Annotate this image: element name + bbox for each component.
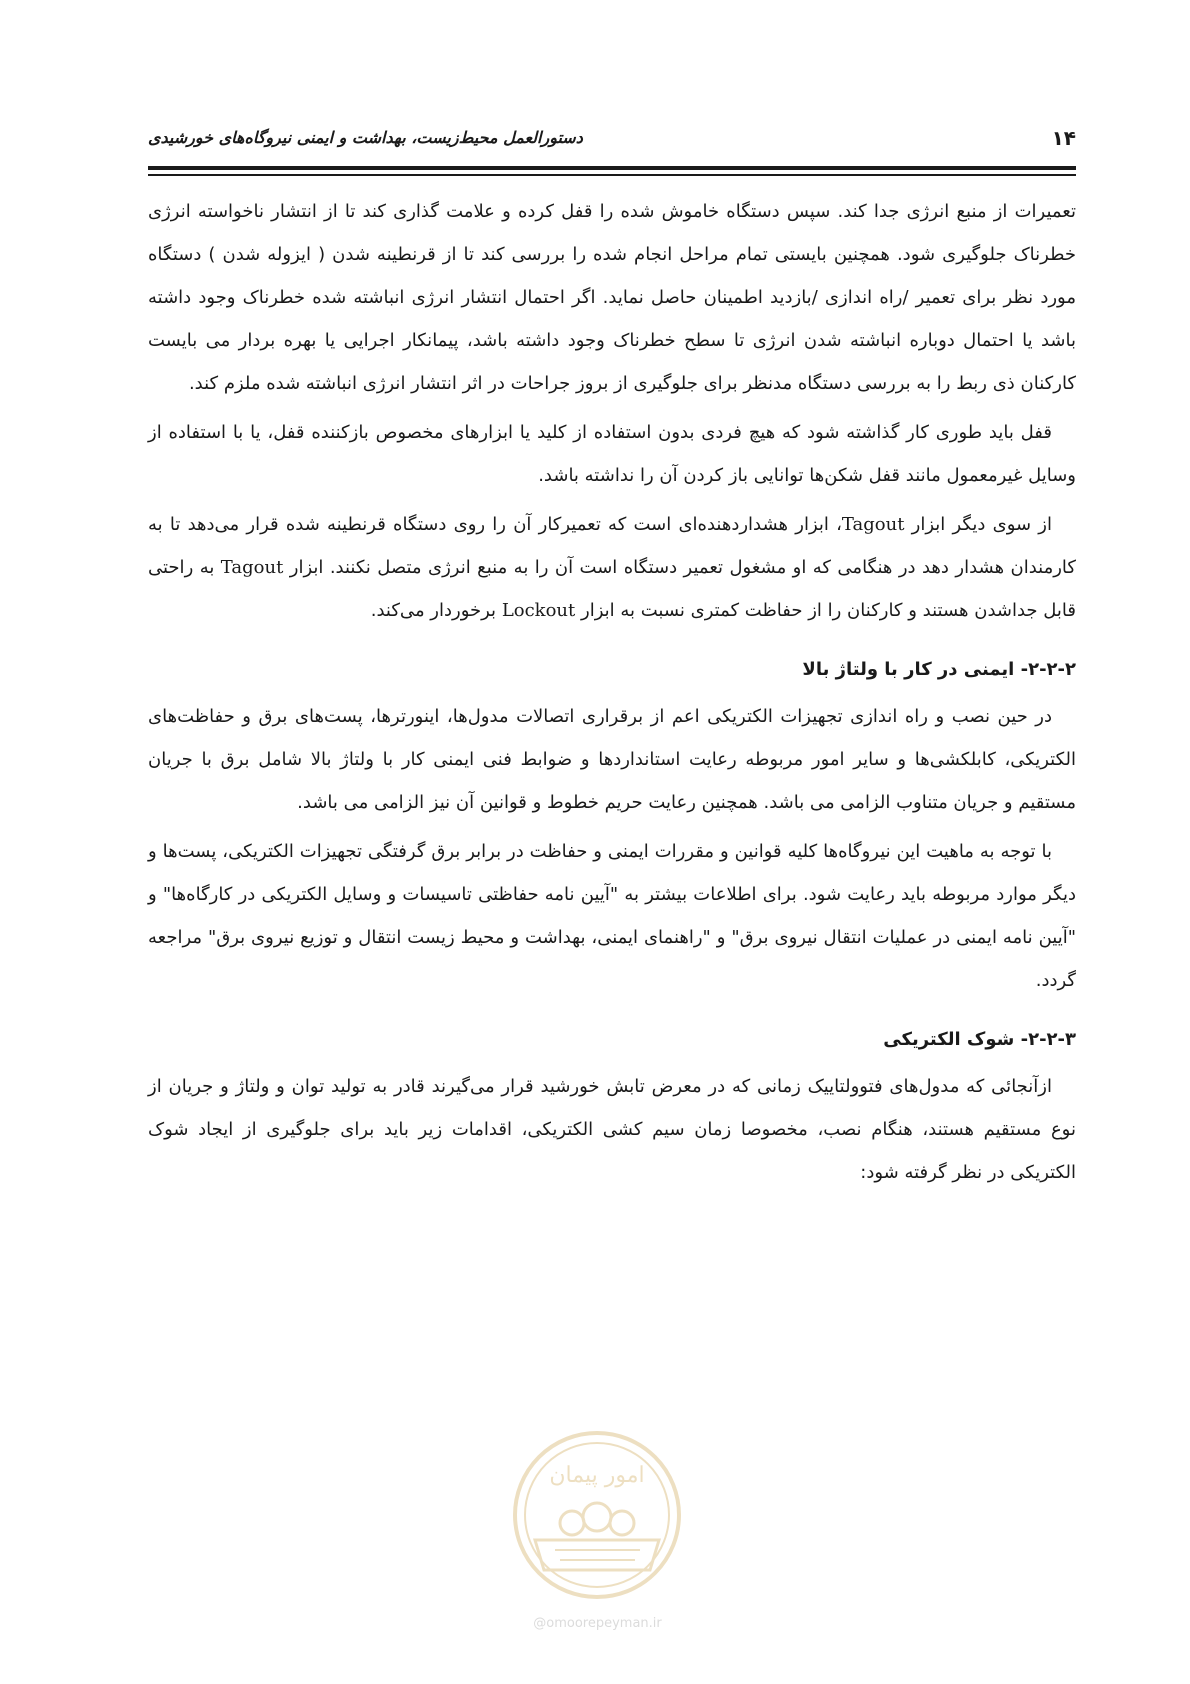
header-rule-thick	[148, 166, 1076, 170]
heading-electric-shock: ۲-۲-۳- شوک الکتریکی	[883, 1029, 1076, 1050]
watermark-logo-icon	[510, 1420, 685, 1610]
paragraph-high-voltage: در حین نصب و راه اندازی تجهیزات الکتریکی اعم از برقراری اتصالات مدول‌ها، اینورترها، پست‌های برق و حفاظت‌های الکتریکی، کابلکشی‌ها و سایر امور مربوطه رعایت استانداردها و ضوابط فنی ایمنی کار با ولتاژ بالا شامل برق با جریان مستقیم و جریان متناوب الزامی می باشد. همچنین رعایت حریم خطوط و قوانین آن نیز الزامی می باشد.	[148, 706, 1076, 813]
page-header	[148, 126, 1076, 158]
tagout-text-c: به راحتی قابل جداشدن هستند و کارکنان را از حفاظت کمتری نسبت به ابزار	[148, 557, 1076, 621]
header-rule-thin	[148, 174, 1076, 176]
paragraph-regulations: با توجه به ماهیت این نیروگاه‌ها کلیه قوانین و مقررات ایمنی و حفاظت در برابر برق گرفتگی تجهیزات الکتریکی، پست‌ها و دیگر موارد مربوطه باید رعایت شود. برای اطلاعات بیشتر به "آیین نامه حفاظتی تاسیسات و وسایل الکتریکی در کارگاه‌ها" و "آیین نامه ایمنی در عملیات انتقال نیروی برق" و "راهنمای ایمنی، بهداشت و محیط زیست انتقال و توزیع نیروی برق" مراجعه گردد.	[148, 841, 1076, 991]
paragraph-lock-requirement: قفل باید طوری کار گذاشته شود که هیچ فردی بدون استفاده از کلید یا ابزارهای مخصوص بازکننده قفل، یا با استفاده از وسایل غیرمعمول مانند قفل شکن‌ها توانایی باز کردن آن را نداشته باشد.	[148, 422, 1076, 486]
paragraph-tagout	[148, 503, 1076, 632]
watermark	[510, 1420, 685, 1640]
tagout-term: Tagout	[841, 514, 905, 535]
paragraph-electric-shock: ازآنجائی که مدول‌های فتوولتاییک زمانی که در معرض تابش خورشید قرار می‌گیرند قادر به تولید توان و ولتاژ و جریان از نوع مستقیم هستند، هنگام نصب، مخصوصا زمان سیم کشی الکتریکی، اقدامات زیر باید برای جلوگیری از ایجاد شوک الکتریکی در نظر گرفته شود:	[148, 1076, 1076, 1183]
tagout-text-a: از سوی دیگر ابزار	[911, 514, 1052, 535]
page-content	[148, 190, 1076, 1200]
watermark-logo-text: امور پیمان	[549, 1463, 645, 1488]
watermark-url: @omoorepeyman.ir	[533, 1616, 662, 1631]
heading-high-voltage-safety: ۲-۲-۲- ایمنی در کار با ولتاژ بالا	[802, 659, 1076, 680]
tagout-text-b: ، ابزار هشداردهنده‌ای است که تعمیرکار آن را روی دستگاه قرنطینه شده قرار می‌دهد تا به کارمندان هشدار دهد در هنگامی که او مشغول تعمیر دستگاه است آن را به منبع انرژی متصل نکنند. ابزار	[148, 514, 1076, 578]
lockout-term: Lockout	[501, 600, 576, 621]
page-number: ۱۴	[1051, 126, 1076, 150]
running-title: دستورالعمل محیط‌زیست، بهداشت و ایمنی نیروگاه‌های خورشیدی	[148, 128, 583, 147]
tagout-text-d: برخوردار می‌کند.	[370, 600, 497, 621]
paragraph-lockout-procedure: تعمیرات از منبع انرژی جدا کند. سپس دستگاه خاموش شده را قفل کرده و علامت گذاری کند تا از انتشار ناخواسته انرژی خطرناک جلوگیری شود. همچنین بایستی تمام مراحل انجام شده را بررسی کند تا از قرنطینه شدن ( ایزوله شدن ) دستگاه مورد نظر برای تعمیر /راه اندازی /بازدید اطمینان حاصل نماید. اگر احتمال انتشار انرژی انباشته شده خطرناک وجود داشته باشد یا احتمال دوباره انباشته شدن انرژی تا سطح خطرناک وجود داشته باشد، پیمانکار اجرایی یا بهره بردار می بایست کارکنان ذی ربط را به بررسی دستگاه مدنظر برای جلوگیری از بروز جراحات در اثر انتشار انرژی انباشته شده ملزم کند.	[148, 201, 1076, 394]
tagout-term-2: Tagout	[220, 557, 284, 578]
